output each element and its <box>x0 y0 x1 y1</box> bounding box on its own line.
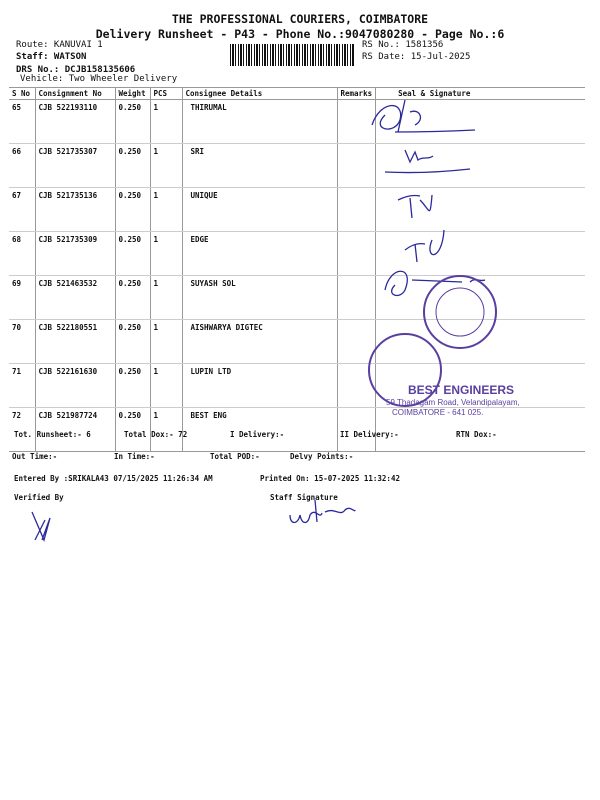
cell-consignee: BEST ENG <box>182 408 337 452</box>
tot-runsheet: Tot. Runsheet:- 6 <box>14 430 91 439</box>
cell-weight: 0.250 <box>115 100 150 144</box>
cell-pcs: 1 <box>150 276 182 320</box>
cell-consignee: LUPIN LTD <box>182 364 337 408</box>
cell-weight: 0.250 <box>115 320 150 364</box>
delvy-points: Delvy Points:- <box>290 452 354 461</box>
cell-pcs: 1 <box>150 364 182 408</box>
table-row <box>9 188 585 232</box>
cell-remarks <box>337 364 376 408</box>
cell-weight: 0.250 <box>115 364 150 408</box>
cell-sno: 69 <box>9 276 35 320</box>
rs-number: RS No.: 1581356 <box>362 40 444 50</box>
cell-sno: 66 <box>9 144 35 188</box>
cell-pcs: 1 <box>150 320 182 364</box>
cell-remarks <box>337 276 376 320</box>
cell-remarks <box>337 232 376 276</box>
table-header <box>9 88 585 100</box>
cell-seal-signature <box>376 232 585 276</box>
cell-consignment-no: CJB 521463532 <box>35 276 115 320</box>
cell-pcs: 1 <box>150 144 182 188</box>
cell-sno: 70 <box>9 320 35 364</box>
col-remarks: Remarks <box>337 88 376 100</box>
cell-weight: 0.250 <box>115 276 150 320</box>
cell-sno: 67 <box>9 188 35 232</box>
cell-consignee: EDGE <box>182 232 337 276</box>
table-row <box>9 144 585 188</box>
cell-sno: 68 <box>9 232 35 276</box>
svg-text:59 Thadagam Road, Velandipala: 59 Thadagam Road, Velandipalayam, <box>386 398 520 407</box>
staff: Staff: WATSON <box>16 52 87 62</box>
cell-consignment-no: CJB 521735309 <box>35 232 115 276</box>
cell-consignment-no: CJB 522193110 <box>35 100 115 144</box>
table-row <box>9 276 585 320</box>
cell-consignee: SRI <box>182 144 337 188</box>
table-row <box>9 320 585 364</box>
cell-weight: 0.250 <box>115 144 150 188</box>
cell-seal-signature <box>376 188 585 232</box>
in-time: In Time:- <box>114 452 155 461</box>
vehicle: Vehicle: Two Wheeler Delivery <box>20 74 178 84</box>
total-pod: Total POD:- <box>210 452 260 461</box>
rs-date: RS Date: 15-Jul-2025 <box>362 52 471 62</box>
cell-pcs: 1 <box>150 408 182 452</box>
rtn-dox: RTN Dox:- <box>456 430 497 439</box>
cell-remarks <box>337 100 376 144</box>
cell-weight: 0.250 <box>115 408 150 452</box>
ii-delivery: II Delivery:- <box>340 430 399 439</box>
cell-remarks <box>337 144 376 188</box>
verified-signature <box>32 512 50 540</box>
total-dox: Total Dox:- 72 <box>124 430 188 439</box>
cell-seal-signature <box>376 100 585 144</box>
cell-sno: 72 <box>9 408 35 452</box>
cell-seal-signature <box>376 276 585 320</box>
col-sno: S No <box>9 88 35 100</box>
cell-consignee: THIRUMAL <box>182 100 337 144</box>
cell-consignment-no: CJB 521735307 <box>35 144 115 188</box>
svg-text:BEST ENGINEERS: BEST ENGINEERS <box>408 383 515 397</box>
runsheet-table <box>9 87 585 452</box>
printed-on: Printed On: 15-07-2025 11:32:42 <box>260 474 400 483</box>
cell-sno: 71 <box>9 364 35 408</box>
company-title: THE PROFESSIONAL COURIERS, COIMBATORE <box>171 12 429 26</box>
col-consignee: Consignee Details <box>182 88 337 100</box>
cell-remarks <box>337 320 376 364</box>
cell-weight: 0.250 <box>115 188 150 232</box>
cell-pcs: 1 <box>150 232 182 276</box>
col-pcs: PCS <box>150 88 182 100</box>
table-row <box>9 100 585 144</box>
entered-by: Entered By :SRIKALA43 07/15/2025 11:26:34 AM <box>14 474 213 483</box>
table-row <box>9 408 585 452</box>
i-delivery: I Delivery:- <box>230 430 285 439</box>
table-row <box>9 232 585 276</box>
cell-consignee: UNIQUE <box>182 188 337 232</box>
cell-consignee: AISHWARYA DIGTEC <box>182 320 337 364</box>
barcode <box>230 44 354 66</box>
svg-text:COIMBATORE - 641 025.: COIMBATORE - 641 025. <box>392 408 484 417</box>
cell-consignment-no: CJB 521735136 <box>35 188 115 232</box>
staff-signature <box>290 500 355 523</box>
out-time: Out Time:- <box>12 452 58 461</box>
col-seal: Seal & Signature <box>376 88 585 100</box>
route: Route: KANUVAI 1 <box>16 40 103 50</box>
drs-number: DRS No.: DCJB158135606 <box>16 65 136 75</box>
col-weight: Weight <box>115 88 150 100</box>
cell-seal-signature <box>376 320 585 364</box>
cell-pcs: 1 <box>150 100 182 144</box>
verified-by: Verified By <box>14 493 64 502</box>
cell-consignee: SUYASH SOL <box>182 276 337 320</box>
staff-signature-label: Staff Signature <box>270 493 338 502</box>
cell-seal-signature <box>376 364 585 408</box>
cell-consignment-no: CJB 522161630 <box>35 364 115 408</box>
cell-sno: 65 <box>9 100 35 144</box>
cell-consignment-no: CJB 521987724 <box>35 408 115 452</box>
col-consignment: Consignment No <box>35 88 115 100</box>
cell-weight: 0.250 <box>115 232 150 276</box>
table-row <box>9 364 585 408</box>
cell-consignment-no: CJB 522180551 <box>35 320 115 364</box>
runsheet-subtitle: Delivery Runsheet - P43 - Phone No.:9047080280 - Page No.:6 <box>95 27 505 41</box>
cell-pcs: 1 <box>150 188 182 232</box>
cell-seal-signature <box>376 144 585 188</box>
cell-remarks <box>337 188 376 232</box>
